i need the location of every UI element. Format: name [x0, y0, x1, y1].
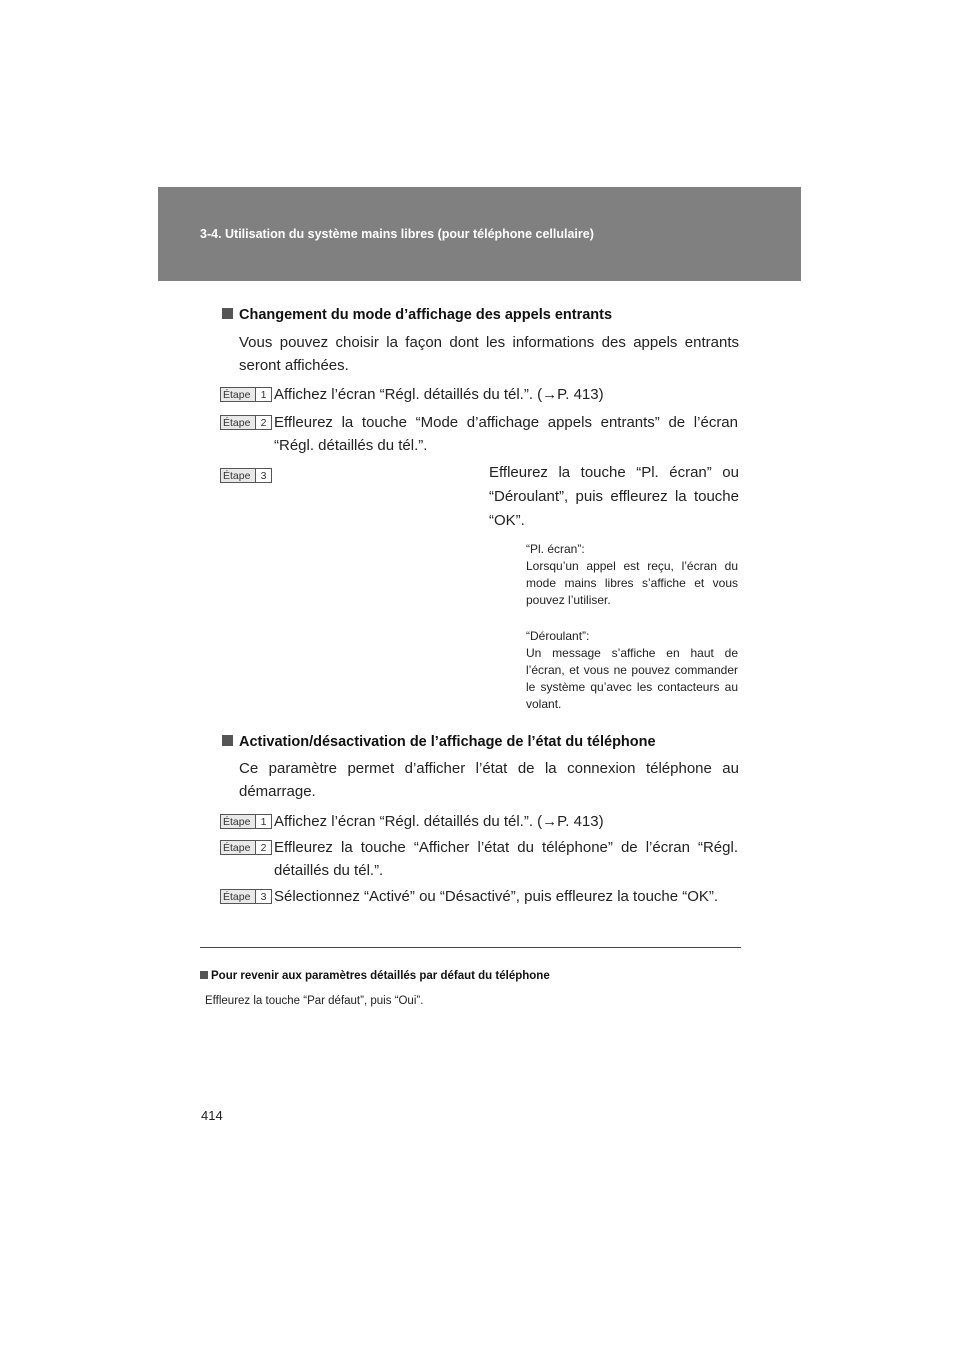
note-scrolling: “Déroulant”: Un message s’affiche en haut de l’écran, et vous ne pouvez commander le système qu’avec les contacteurs au volant. — [526, 629, 738, 711]
step-badge: Étape 3 — [220, 468, 272, 483]
square-bullet-icon — [200, 971, 208, 979]
section-title-incoming-calls: Changement du mode d’affichage des appels entrants — [222, 307, 612, 323]
step-text: Effleurez la touche “Pl. écran” ou “Déroulant”, puis effleurez la touche “OK”. — [489, 464, 739, 529]
step-badge: Étape 1 — [220, 814, 272, 829]
footnote-text: Effleurez la touche “Par défaut”, puis “Oui”. — [205, 995, 424, 1007]
chapter-header-title: 3-4. Utilisation du système mains libres (pour téléphone cellulaire) — [200, 227, 594, 241]
chapter-header-bar — [158, 187, 801, 281]
step-text: Effleurez la touche “Mode d’affichage appels entrants” de l’écran “Régl. détaillés du tél.”. — [274, 414, 738, 454]
step-text: Affichez l’écran “Régl. détaillés du tél.”. (→P. 413) — [274, 386, 604, 403]
step-badge: Étape 2 — [220, 415, 272, 430]
section-title-phone-status: Activation/désactivation de l’affichage de l’état du téléphone — [222, 734, 656, 750]
square-bullet-icon — [222, 735, 233, 746]
footnote-title: Pour revenir aux paramètres détaillés par défaut du téléphone — [200, 970, 550, 982]
step-badge: Étape 3 — [220, 889, 272, 904]
step-text: Sélectionnez “Activé” ou “Désactivé”, puis effleurez la touche “OK”. — [274, 888, 719, 905]
step-badge: Étape 2 — [220, 840, 272, 855]
note-full-screen: “Pl. écran”: Lorsqu’un appel est reçu, l’écran du mode mains libres s’affiche et vous pouvez l’utiliser. — [526, 542, 738, 607]
divider — [200, 947, 741, 948]
step-text: Affichez l’écran “Régl. détaillés du tél.”. (→P. 413) — [274, 813, 604, 830]
section-intro-incoming-calls: Vous pouvez choisir la façon dont les informations des appels entrants seront affichées. — [239, 334, 739, 374]
square-bullet-icon — [222, 308, 233, 319]
step-badge: Étape 1 — [220, 387, 272, 402]
step-text: Effleurez la touche “Afficher l’état du téléphone” de l’écran “Régl. détaillés du tél.”. — [274, 839, 738, 879]
page-number: 414 — [201, 1108, 223, 1123]
section-intro-phone-status: Ce paramètre permet d’afficher l’état de la connexion téléphone au démarrage. — [239, 760, 739, 800]
